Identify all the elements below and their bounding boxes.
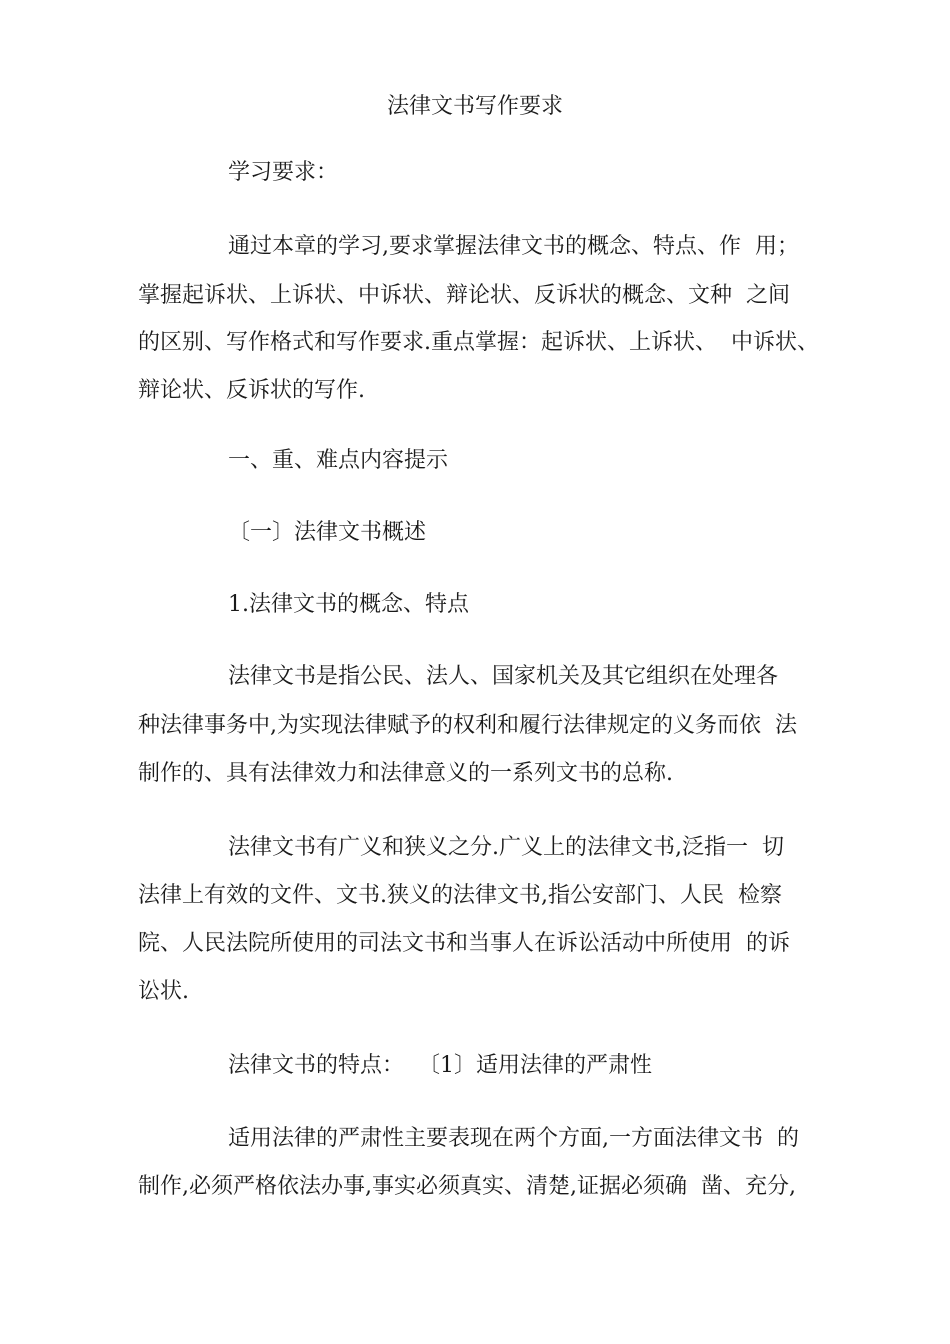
paragraph-line: 法律文书有广义和狭义之分.广义上的法律文书,泛指一 切 bbox=[228, 835, 784, 860]
subsection-heading-features: 法律文书的特点： 〔1〕适用法律的严肃性 bbox=[228, 1053, 652, 1078]
subsection-heading-concept: 1.法律文书的概念、特点 bbox=[228, 592, 469, 617]
paragraph-line: 辩论状、反诉状的写作. bbox=[138, 378, 365, 403]
document-title: 法律文书写作要求 bbox=[386, 94, 563, 119]
paragraph-line: 适用法律的严肃性主要表现在两个方面,一方面法律文书 的 bbox=[228, 1126, 799, 1151]
paragraph-line: 法律文书是指公民、法人、国家机关及其它组织在处理各 bbox=[228, 664, 779, 689]
paragraph-line: 通过本章的学习,要求掌握法律文书的概念、特点、作 用； bbox=[228, 234, 799, 259]
paragraph-line: 法律上有效的文件、文书.狭义的法律文书,指公安部门、人民 检察 bbox=[138, 883, 782, 908]
paragraph-line: 的区别、写作格式和写作要求.重点掌握：起诉状、上诉状、 中诉状、 bbox=[138, 330, 819, 355]
paragraph-line: 讼状. bbox=[138, 979, 189, 1004]
paragraph-line: 掌握起诉状、上诉状、中诉状、辩论状、反诉状的概念、文种 之间 bbox=[138, 283, 790, 308]
paragraph-line: 种法律事务中,为实现法律赋予的权利和履行法律规定的义务而依 法 bbox=[138, 713, 797, 738]
paragraph-line: 制作,必须严格依法办事,事实必须真实、清楚,证据必须确 凿、充分, bbox=[138, 1174, 796, 1199]
subsection-heading-overview: 〔一〕法律文书概述 bbox=[228, 520, 427, 545]
paragraph-line: 院、人民法院所使用的司法文书和当事人在诉讼活动中所使用 的诉 bbox=[138, 931, 790, 956]
section-heading-key-points: 一、重、难点内容提示 bbox=[228, 448, 449, 473]
section-heading-study-requirements: 学习要求： bbox=[228, 160, 339, 185]
paragraph-line: 制作的、具有法律效力和法律意义的一系列文书的总称. bbox=[138, 761, 673, 786]
